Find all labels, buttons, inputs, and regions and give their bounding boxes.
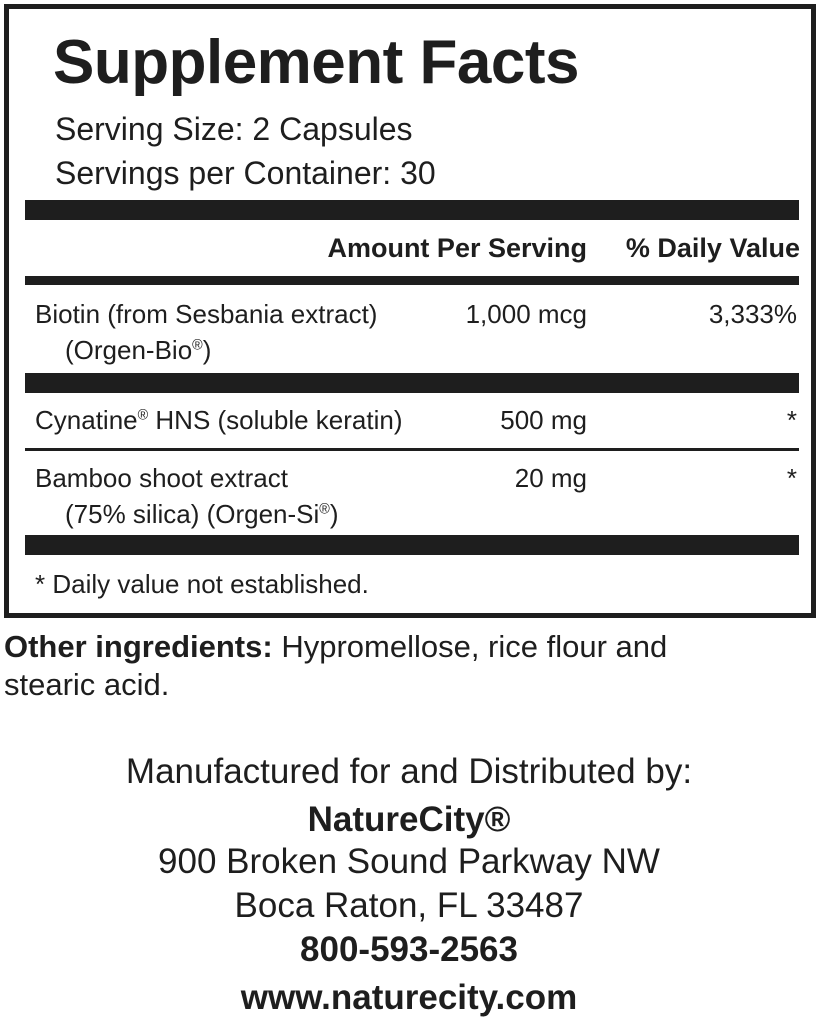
manufacturer-name: NatureCity®: [307, 800, 511, 839]
thick-divider: [25, 200, 799, 220]
ingredient-daily-value: *: [786, 405, 797, 435]
other-ingredients-label: Other ingredients:: [4, 629, 273, 664]
manufacturer-address-line1: 900 Broken Sound Parkway NW: [158, 842, 660, 881]
other-ingredients-text: Hypromellose, rice flour and stearic acid.: [4, 629, 668, 702]
header-daily-value: % Daily Value: [625, 233, 800, 263]
manufacturer-intro: Manufactured for and Distributed by:: [125, 752, 693, 791]
supplement-facts-panel: [4, 4, 816, 618]
manufacturer-website: www.naturecity.com: [240, 978, 578, 1017]
registered-mark: ®: [319, 501, 330, 518]
ingredient-amount: 500 mg: [500, 405, 587, 435]
ingredient-name-line2: (75% silica) (Orgen-Si®): [65, 499, 339, 529]
manufacturer-address-line2: Boca Raton, FL 33487: [234, 886, 584, 925]
facts-title: Supplement Facts: [53, 28, 579, 97]
servings-per-container: Servings per Container: 30: [55, 155, 436, 191]
ingredient-name: Biotin (from Sesbania extract): [35, 299, 378, 329]
thick-divider: [25, 373, 799, 393]
thick-divider: [25, 535, 799, 555]
registered-mark: ®: [137, 407, 149, 424]
header-amount-per-serving: Amount Per Serving: [327, 233, 587, 263]
ingredient-amount: 20 mg: [514, 463, 587, 493]
ingredient-name: Cynatine® HNS (soluble keratin): [35, 405, 403, 435]
ingredient-name-line2: (Orgen-Bio®): [65, 335, 212, 365]
medium-divider: [25, 276, 799, 285]
ingredient-daily-value: *: [786, 463, 797, 493]
ingredient-name: Bamboo shoot extract: [35, 463, 288, 493]
footnote: * Daily value not established.: [35, 569, 369, 599]
ingredient-daily-value: 3,333%: [708, 299, 797, 329]
manufacturer-phone: 800-593-2563: [300, 930, 518, 969]
registered-mark: ®: [192, 337, 203, 354]
other-ingredients: [4, 628, 764, 704]
serving-size: Serving Size: 2 Capsules: [55, 111, 413, 147]
ingredient-amount: 1,000 mcg: [465, 299, 587, 329]
thin-divider: [25, 448, 799, 451]
